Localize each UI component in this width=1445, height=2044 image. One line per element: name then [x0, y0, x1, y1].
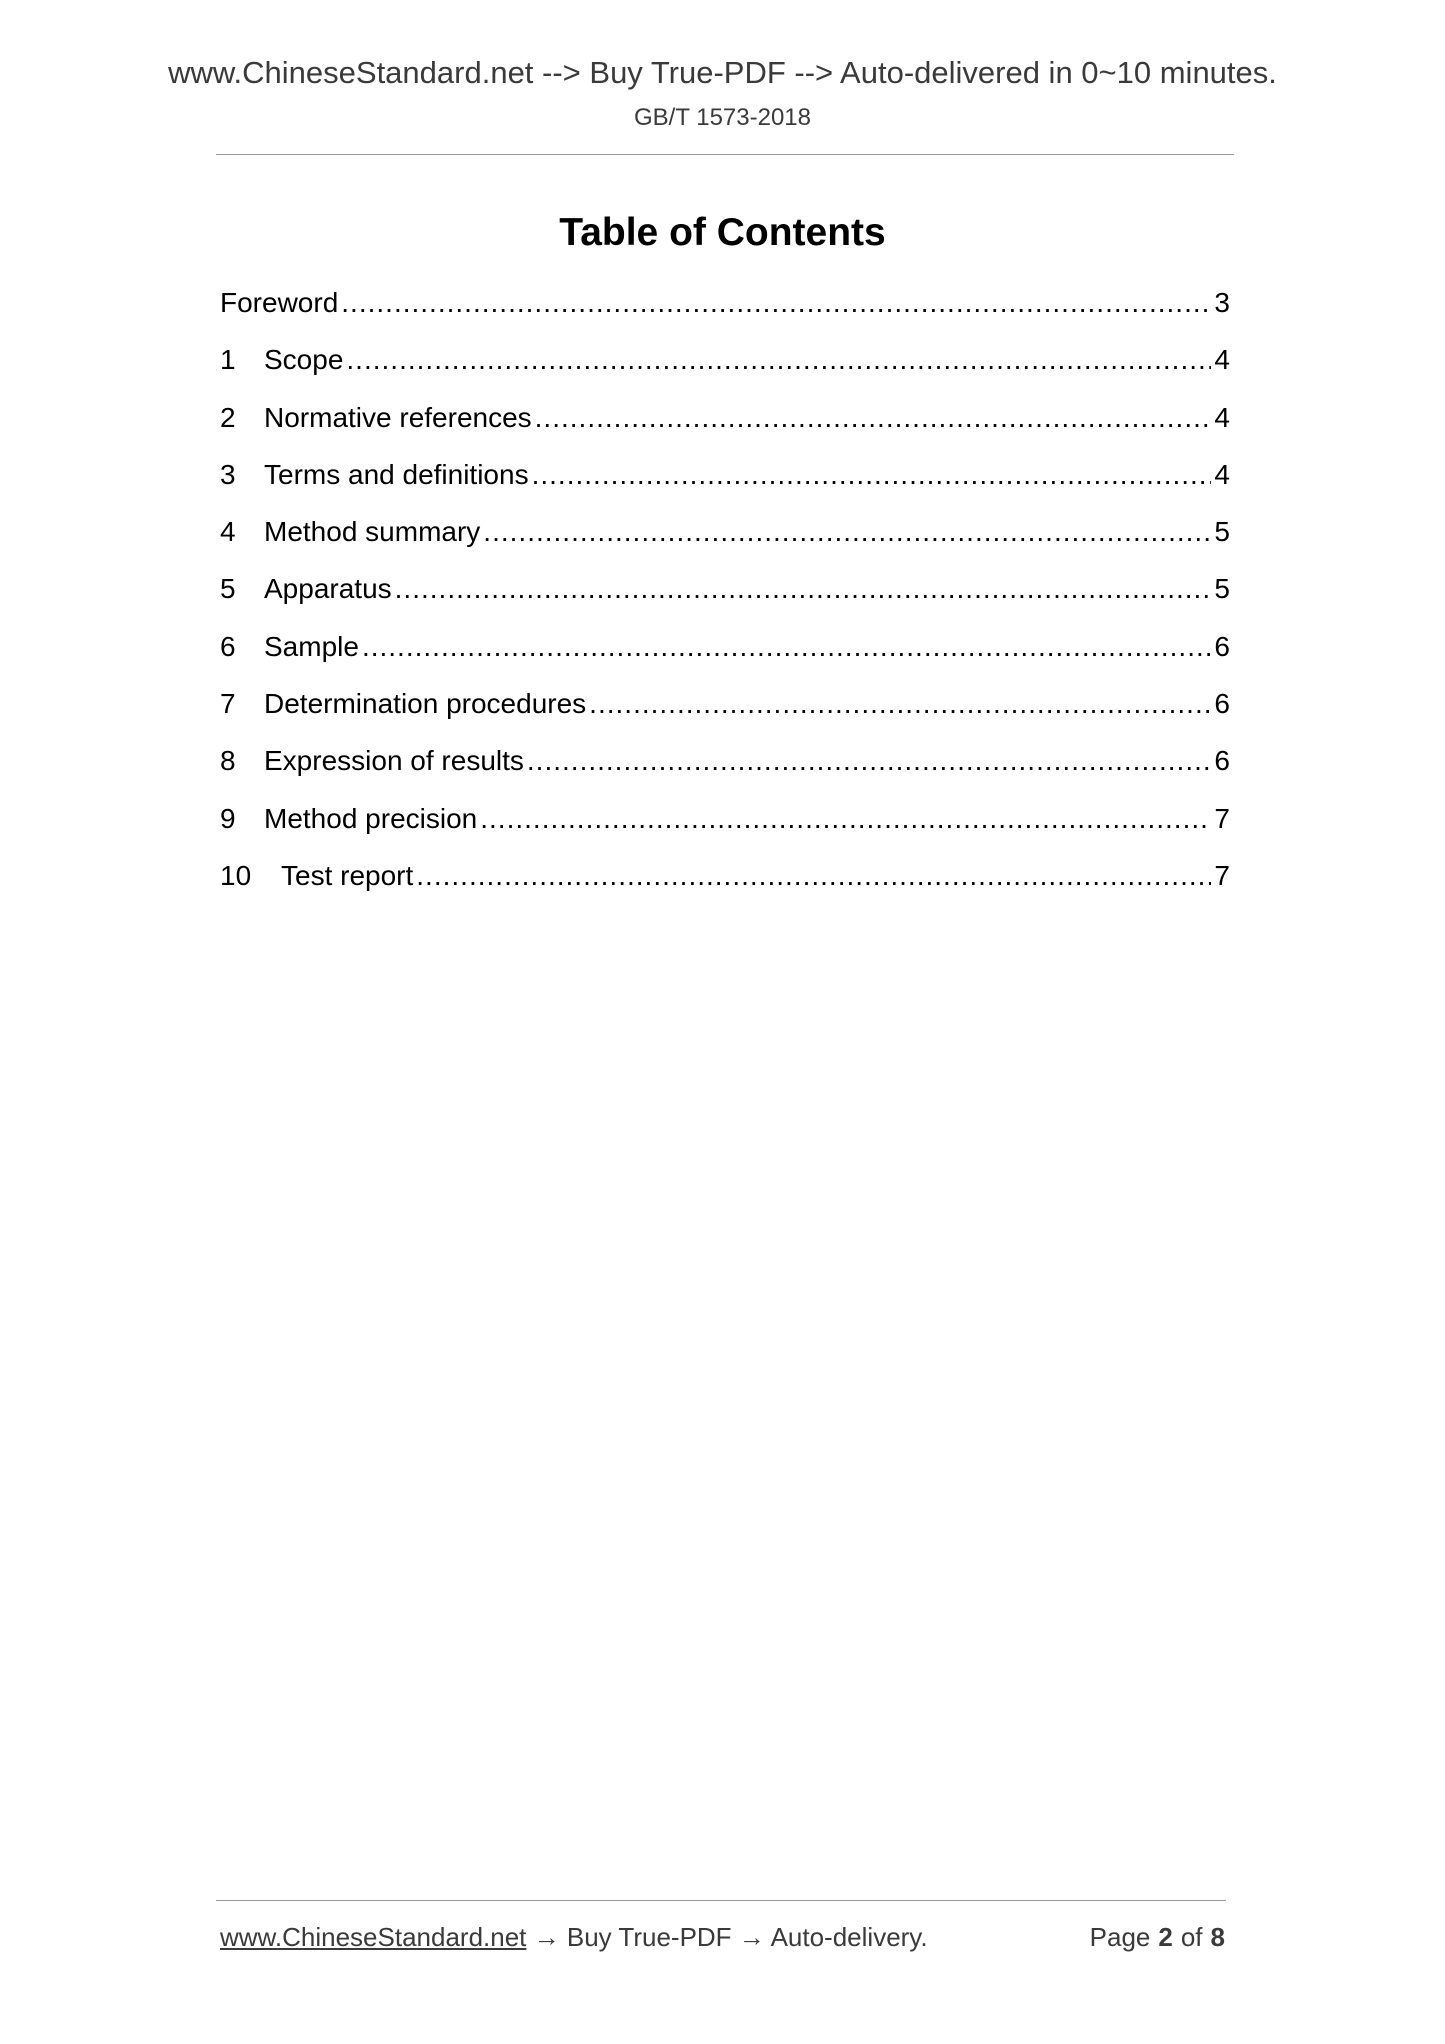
page-label: Page: [1089, 1922, 1151, 1952]
toc-entry-method-summary[interactable]: [220, 512, 1230, 569]
standard-code: GB/T 1573-2018: [633, 104, 811, 131]
toc-entry-page: 6: [1214, 630, 1230, 662]
toc-dot-leader: [362, 627, 1211, 667]
toc-entry-label: Test report: [281, 859, 414, 891]
toc-entry-number: 9: [220, 802, 236, 834]
toc-entry-sample[interactable]: [220, 627, 1230, 684]
toc-entry-label: Apparatus: [264, 573, 392, 605]
toc-title: Table of Contents: [559, 211, 886, 254]
toc-entry-normative-references[interactable]: [220, 398, 1230, 455]
toc-dot-leader: [535, 398, 1212, 438]
toc-entry-number: 4: [220, 516, 236, 548]
toc-entry-number: 8: [220, 745, 236, 777]
toc-entry-number: 6: [220, 630, 236, 662]
toc-entry-page: 4: [1214, 344, 1230, 376]
footer-promo: [220, 1922, 928, 1953]
toc-entry-label: Sample: [264, 630, 359, 662]
toc-entry-scope[interactable]: [220, 340, 1230, 397]
of-label: of: [1180, 1922, 1203, 1952]
toc-entry-number: 7: [220, 688, 236, 720]
table-of-contents: [220, 283, 1230, 913]
toc-dot-leader: [483, 512, 1211, 552]
toc-entry-test-report[interactable]: [220, 856, 1230, 913]
toc-entry-label: Foreword: [220, 287, 339, 318]
toc-dot-leader: [346, 340, 1211, 380]
toc-entry-page: 4: [1214, 401, 1230, 433]
toc-entry-apparatus[interactable]: [220, 569, 1230, 626]
toc-entry-terms-and-definitions[interactable]: [220, 455, 1230, 512]
footer-divider: [216, 1900, 1226, 1901]
toc-entry-foreword[interactable]: [220, 283, 1230, 340]
toc-dot-leader: [395, 569, 1212, 609]
toc-entry-page: 6: [1214, 688, 1230, 720]
toc-entry-number: 3: [220, 458, 236, 490]
toc-entry-method-precision[interactable]: [220, 799, 1230, 856]
toc-entry-determination-procedures[interactable]: [220, 684, 1230, 741]
toc-entry-number: 10: [220, 859, 252, 891]
toc-entry-page: 7: [1214, 859, 1230, 891]
toc-dot-leader: [532, 455, 1212, 495]
page-indicator: [1090, 1922, 1225, 1953]
toc-entry-page: 7: [1214, 802, 1230, 834]
toc-entry-label: Method summary: [264, 516, 481, 548]
toc-entry-expression-of-results[interactable]: [220, 741, 1230, 798]
toc-entry-page: 5: [1214, 573, 1230, 605]
toc-entry-page: 5: [1214, 516, 1230, 548]
toc-entry-page: 3: [1214, 287, 1230, 318]
total-page-count: 8: [1210, 1922, 1225, 1952]
toc-entry-page: 4: [1214, 458, 1230, 490]
toc-entry-label: Method precision: [264, 802, 478, 834]
toc-dot-leader: [341, 283, 1211, 323]
toc-entry-label: Scope: [264, 344, 344, 376]
toc-entry-label: Determination procedures: [264, 688, 587, 720]
toc-entry-label: Expression of results: [264, 745, 524, 777]
toc-entry-number: 5: [220, 573, 236, 605]
toc-entry-label: Normative references: [264, 401, 532, 433]
toc-entry-number: 2: [220, 401, 236, 433]
current-page-number: 2: [1158, 1922, 1173, 1952]
toc-dot-leader: [527, 741, 1212, 781]
toc-dot-leader: [480, 799, 1211, 839]
toc-dot-leader: [416, 856, 1211, 896]
toc-entry-label: Terms and definitions: [264, 458, 529, 490]
header-divider: [216, 154, 1234, 155]
toc-dot-leader: [589, 684, 1211, 724]
header-banner: www.ChineseStandard.net --> Buy True-PDF --> Auto-delivered in 0~10 minutes.: [168, 55, 1277, 90]
toc-entry-page: 6: [1214, 745, 1230, 777]
footer-site-link[interactable]: www.ChineseStandard.net: [220, 1922, 527, 1952]
toc-entry-number: 1: [220, 344, 236, 376]
footer-tagline: → Buy True-PDF → Auto-delivery.: [526, 1922, 928, 1952]
